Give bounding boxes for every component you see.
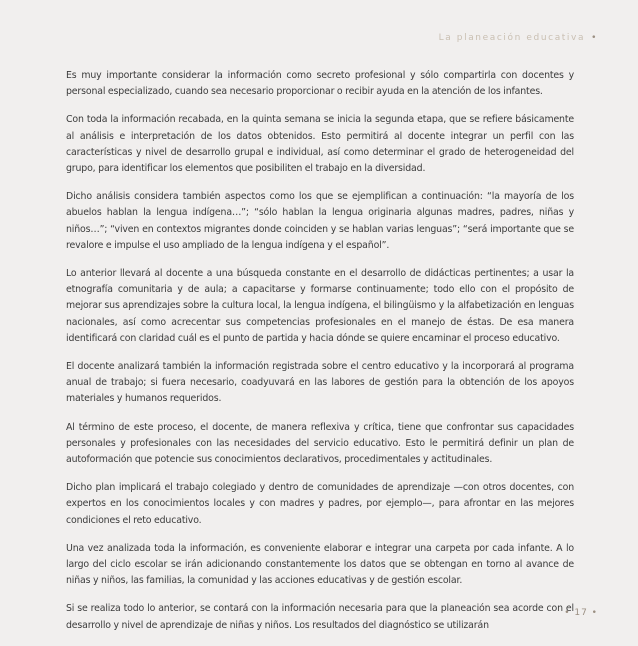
page-number: • 17 •	[564, 608, 598, 618]
running-header	[439, 33, 598, 43]
paragraph-1: Es muy importante considerar la información como secreto profesional y sólo compartirla con docentes y personal especializado, cuando sea necesario proporcionar o recibir ayuda en la atención de los infantes.	[66, 70, 574, 98]
paragraph-3: Dicho análisis considera también aspectos como los que se ejemplifican a continuación: “la mayoría de los abuelos hablan la lengua indígena…”; “sólo hablan la lengua originaria algunas madres, padres, niñas y niños…”; “viven en contextos migrantes donde coinciden y se hablan varias lenguas”; “será importante que se revalore e impulse el uso ampliado de la lengua indígena y el español”.	[66, 191, 574, 251]
body-text	[66, 68, 574, 646]
bullet-separator: •	[591, 33, 598, 43]
section-title: La planeación educativa	[438, 33, 586, 43]
paragraph-2: Con toda la información recabada, en la quinta semana se inicia la segunda etapa, que se refiere básicamente al análisis e interpretación de los datos obtenidos. Esto permitirá al docente integrar un perfil con las características y nivel de desarrollo grupal e individual, así como determinar el grado de heterogeneidad del grupo, para identificar los elementos que posibiliten el trabajo en la diversidad.	[66, 114, 574, 175]
paragraph-7: Dicho plan implicará el trabajo colegiado y dentro de comunidades de aprendizaje —con otros docentes, con expertos en los conocimientos locales y con madres y padres, por ejemplo—, para afrontar en las mejores condiciones el reto educativo.	[66, 482, 574, 526]
paragraph-4: Lo anterior llevará al docente a una búsqueda constante en el desarrollo de didácticas pertinentes; a usar la etnografía comunitaria y de aula; a capacitarse y formarse continuamente; todo ello con el propósito de mejorar sus aprendizajes sobre la cultura local, la lengua indígena, el bilingüismo y la alfabetización en lenguas nacionales, así como acrecentar sus competencias profesionales en el manejo de éstas. De esa manera identificará con claridad cuál es el punto de partida y hacia dónde se quiere encaminar el proceso educativo.	[66, 268, 574, 344]
paragraph-8: Una vez analizada toda la información, es conveniente elaborar e integrar una carpeta por cada infante. A lo largo del ciclo escolar se irán adicionando constantemente los datos que se obtengan en torno al avance de niñas y niños, las familias, la comunidad y las acciones educativas y de gestión escolar.	[66, 542, 574, 587]
paragraph-9: Si se realiza todo lo anterior, se contará con la información necesaria para que la planeación sea acorde con el desarrollo y nivel de aprendizaje de niñas y niños. Los resultados del diagnóstico se utilizarán	[66, 603, 574, 631]
paragraph-5: El docente analizará también la información registrada sobre el centro educativo y la incorporará al programa anual de trabajo; si fuera necesario, coadyuvará en las labores de gestión para la obtención de los apoyos materiales y humanos requeridos.	[66, 361, 574, 405]
paragraph-6: Al término de este proceso, el docente, de manera reflexiva y crítica, tiene que confrontar sus capacidades personales y profesionales con las necesidades del servicio educativo. Esto le permitirá definir un plan de autoformación que potencie sus conocimientos declarativos, procedimentales y actitudinales.	[66, 421, 574, 466]
